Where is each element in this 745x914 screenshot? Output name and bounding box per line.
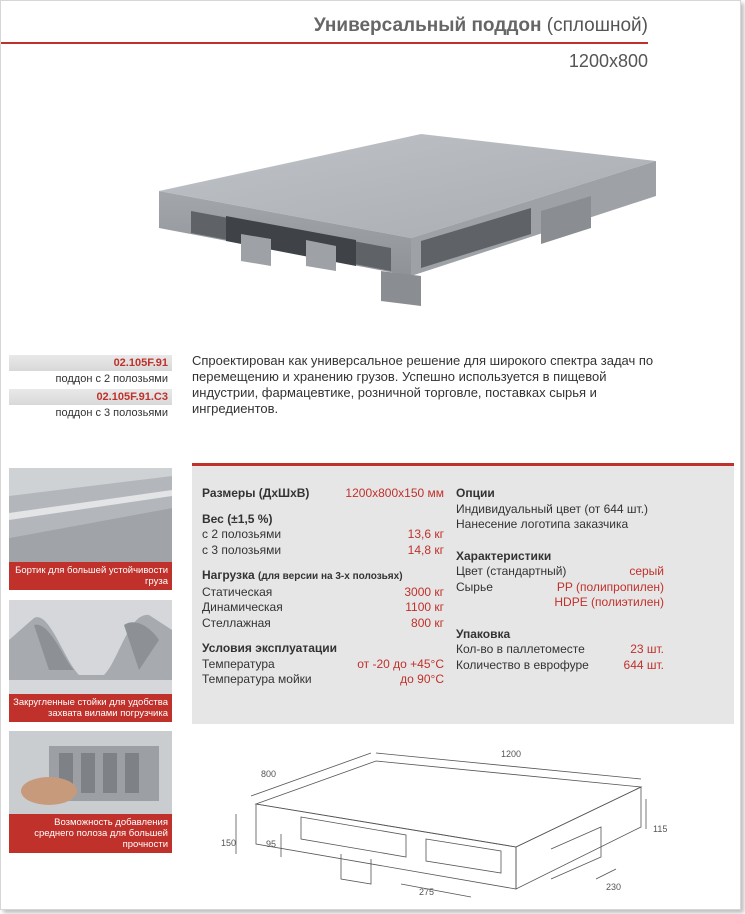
spec-right-column xyxy=(456,486,664,673)
code-2-runners: 02.105F.91 xyxy=(9,355,172,371)
weight-row xyxy=(202,527,444,543)
feature-photo-runner xyxy=(9,731,172,853)
packing-label: Кол-во в паллетоместе xyxy=(456,642,585,656)
dim-opening: 275 xyxy=(419,887,435,897)
weight-value: 13,6 кг xyxy=(407,527,444,541)
load-value: 3000 кг xyxy=(404,584,444,599)
code-3-runners-desc: поддон с 3 полозьями xyxy=(55,407,168,419)
options-line: Нанесение логотипа заказчика xyxy=(456,517,629,531)
dim-runner-height: 115 xyxy=(653,824,668,834)
product-codes xyxy=(9,355,172,423)
runner-caption: Возможность добавления среднего полоза для большей прочности xyxy=(9,814,172,853)
load-label: Статическая xyxy=(202,584,273,599)
dim-height: 150 xyxy=(221,838,237,848)
dim-fork-height: 95 xyxy=(266,839,277,849)
characteristics-row xyxy=(456,580,664,596)
intro-text: Спроектирован как универсальное решение для широкого спектра задач по перемещению и хранению грузов. Успешно используется в пищевой индустрии, фармацевтике, розничной торговле, поставках сырья и ингредиентов. xyxy=(192,353,654,416)
dimensions-value: 1200х800х150 мм xyxy=(345,486,444,500)
characteristics-label: Сырье xyxy=(456,579,493,594)
options-title: Опции xyxy=(456,486,495,500)
packing-value: 644 шт. xyxy=(623,657,664,672)
dim-width: 800 xyxy=(261,769,277,779)
options-line: Индивидуальный цвет (от 644 шт.) xyxy=(456,501,649,516)
title-normal: (сплошной) xyxy=(546,15,648,36)
characteristics-row xyxy=(456,564,664,580)
packing-row xyxy=(456,642,664,658)
dim-length: 1200 xyxy=(501,749,522,759)
spec-panel xyxy=(192,466,734,724)
load-row xyxy=(202,600,444,616)
conditions-value: до 90°C xyxy=(400,672,444,686)
title-rule xyxy=(1,42,648,44)
load-title-text: Нагрузка xyxy=(202,568,255,582)
weight-value: 14,8 кг xyxy=(407,542,444,557)
load-value: 800 кг xyxy=(411,615,444,630)
title-bold: Универсальный поддон xyxy=(313,15,542,36)
characteristics-value: HDPE (полиэтилен) xyxy=(554,595,664,609)
characteristics-value: серый xyxy=(629,564,664,578)
characteristics-label: Цвет (стандартный) xyxy=(456,564,567,578)
characteristics-value: PP (полипропилен) xyxy=(556,579,664,594)
conditions-row xyxy=(202,672,444,688)
conditions-label: Температура xyxy=(202,656,275,671)
code-2-runners-desc: поддон с 2 полозьями xyxy=(55,373,168,385)
packing-row xyxy=(456,658,664,674)
dimensions-row xyxy=(202,486,444,502)
characteristics-row xyxy=(456,595,664,611)
packing-title: Упаковка xyxy=(456,626,511,641)
feature-photo-rim xyxy=(9,468,172,590)
technical-drawing xyxy=(221,739,671,911)
pallet-photo xyxy=(121,116,666,331)
load-note: (для версии на 3-х полозьях) xyxy=(258,571,403,582)
code-3-runners: 02.105F.91.C3 xyxy=(9,389,172,405)
load-row xyxy=(202,616,444,632)
spec-left-column xyxy=(202,486,444,688)
rim-caption: Бортик для большей устойчивости груза xyxy=(9,562,172,590)
conditions-title: Условия эксплуатации xyxy=(202,641,337,655)
dim-runner-width: 230 xyxy=(606,882,622,892)
load-value: 1100 кг xyxy=(405,600,444,614)
dimensions-label: Размеры (ДхШхВ) xyxy=(202,486,310,500)
conditions-value: от -20 до +45°C xyxy=(357,656,444,671)
conditions-row xyxy=(202,657,444,673)
load-label: Динамическая xyxy=(202,600,283,614)
load-label: Стеллажная xyxy=(202,615,271,630)
page-title xyxy=(314,15,648,37)
packing-label: Количество в еврофуре xyxy=(456,657,589,672)
posts-caption: Закругленные стойки для удобства захвата вилами погрузчика xyxy=(9,694,172,722)
characteristics-title: Характеристики xyxy=(456,548,552,563)
pallet-size: 1200x800 xyxy=(568,51,648,71)
load-row xyxy=(202,585,444,601)
weight-row xyxy=(202,543,444,559)
weight-label: с 3 полозьями xyxy=(202,542,282,557)
packing-value: 23 шт. xyxy=(630,642,664,656)
weight-label: с 2 полозьями xyxy=(202,527,282,541)
weight-title: Вес (±1,5 %) xyxy=(202,511,273,526)
conditions-label: Температура мойки xyxy=(202,672,312,686)
feature-photo-posts xyxy=(9,600,172,722)
load-title xyxy=(202,568,444,585)
